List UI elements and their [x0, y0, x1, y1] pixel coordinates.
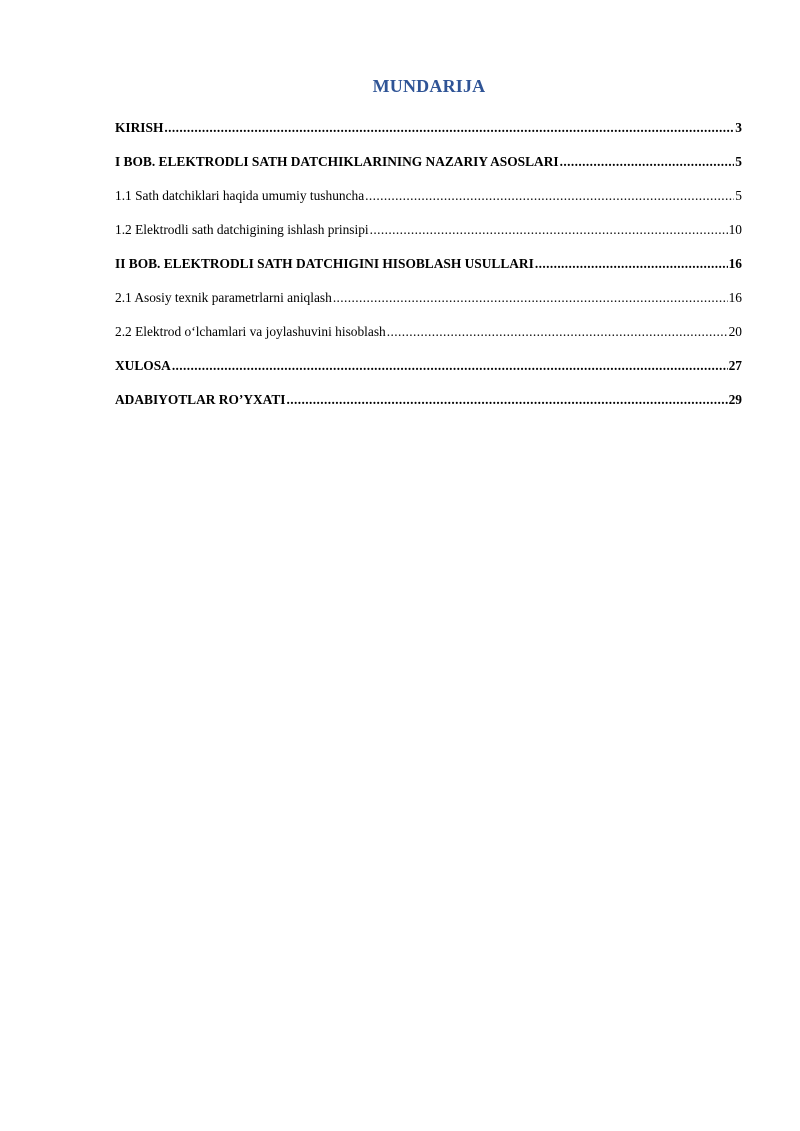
toc-entry-chapter-1[interactable] — [115, 152, 742, 172]
toc-entry-label: II BOB. ELEKTRODLI SATH DATCHIGINI HISOBLASH USULLARI — [115, 256, 534, 271]
toc-entry-page: 16 — [728, 290, 742, 305]
toc-dot-leader — [333, 288, 728, 308]
toc-entry-chapter-2[interactable] — [115, 254, 742, 274]
toc-entry-page: 16 — [728, 256, 742, 271]
toc-entry-section-2-1[interactable] — [115, 288, 742, 308]
toc-entry-label: 1.2 Elektrodli sath datchigining ishlash prinsipi — [115, 222, 369, 237]
toc-entry-xulosa[interactable] — [115, 356, 742, 376]
toc-entry-section-1-1[interactable] — [115, 186, 742, 206]
toc-entry-references[interactable] — [115, 390, 742, 410]
toc-entry-label: KIRISH — [115, 120, 164, 135]
toc-dot-leader — [535, 254, 728, 274]
toc-entry-label: I BOB. ELEKTRODLI SATH DATCHIKLARINING NAZARIY ASOSLARI — [115, 154, 559, 169]
toc-dot-leader — [172, 356, 728, 376]
toc-entry-page: 20 — [728, 324, 742, 339]
toc-entry-kirish[interactable] — [115, 118, 742, 138]
toc-entry-label: XULOSA — [115, 358, 171, 373]
toc-entry-label: 1.1 Sath datchiklari haqida umumiy tushuncha — [115, 188, 365, 203]
toc-entry-label: 2.2 Elektrod o‘lchamlari va joylashuvini hisoblash — [115, 324, 386, 339]
toc-entry-page: 5 — [735, 154, 742, 169]
toc-dot-leader — [365, 186, 734, 206]
toc-dot-leader — [560, 152, 735, 172]
toc-entry-label: ADABIYOTLAR RO’YXATI — [115, 392, 286, 407]
toc-title: MUNDARIJA — [372, 76, 486, 96]
toc-entry-page: 10 — [728, 222, 742, 237]
toc-entry-label: 2.1 Asosiy texnik parametrlarni aniqlash — [115, 290, 332, 305]
toc-entry-page: 3 — [735, 120, 742, 135]
toc-dot-leader — [370, 220, 728, 240]
toc-entry-page: 5 — [735, 188, 742, 203]
toc-entry-section-1-2[interactable] — [115, 220, 742, 240]
toc-dot-leader — [387, 322, 728, 342]
toc-dot-leader — [287, 390, 728, 410]
toc-entry-section-2-2[interactable] — [115, 322, 742, 342]
toc-dot-leader — [164, 118, 734, 138]
toc-entry-page: 29 — [728, 392, 742, 407]
toc-entry-page: 27 — [728, 358, 742, 373]
